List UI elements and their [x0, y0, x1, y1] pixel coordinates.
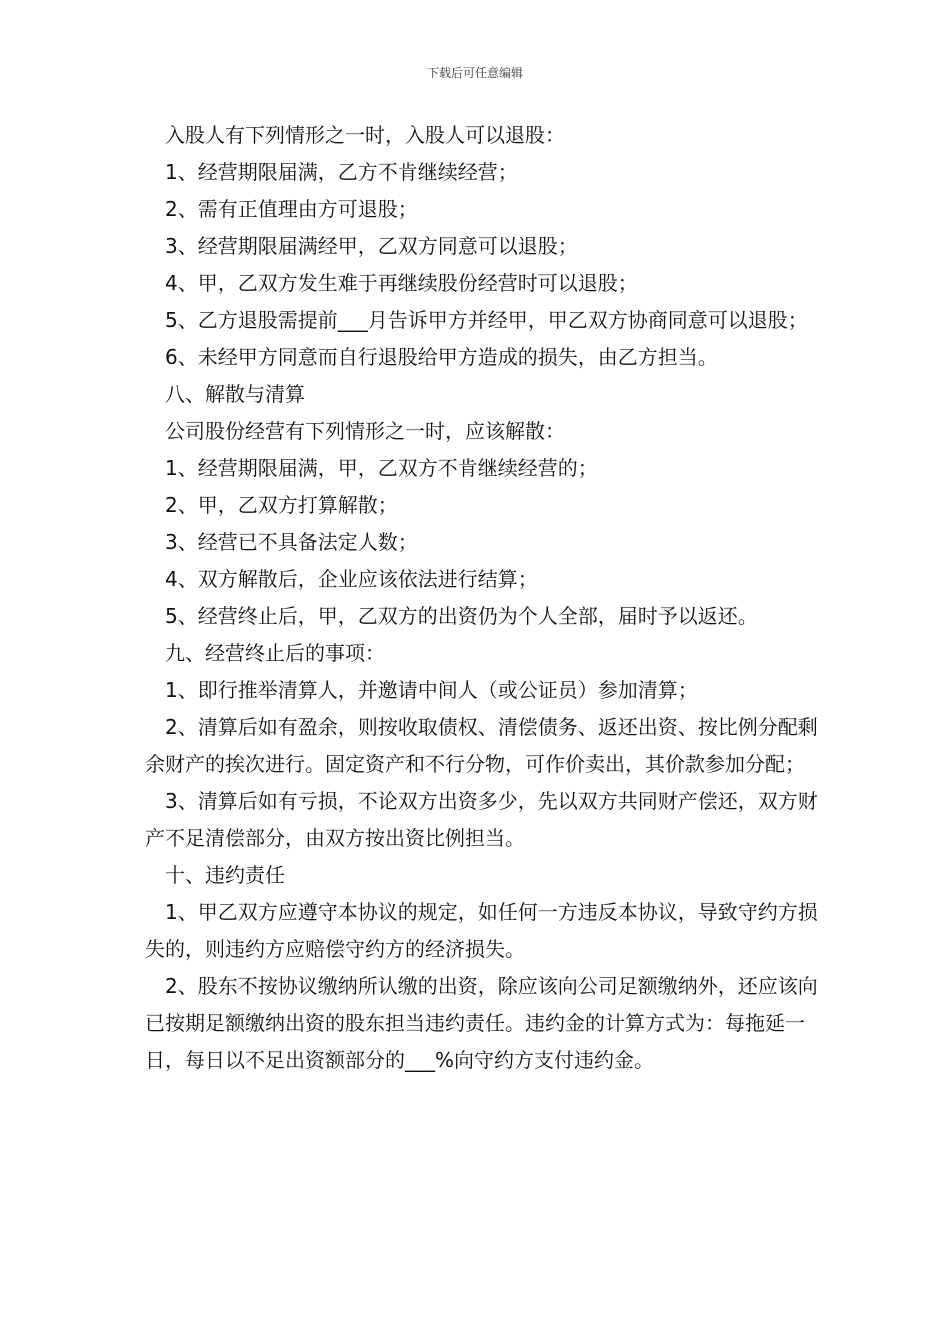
paragraph-breach-item-2: 2、股东不按协议缴纳所认缴的出资，除应该向公司足额缴纳外，还应该向已按期足额缴纳出资的股东担当违约责任。违约金的计算方式为：每拖延一日，每日以不足出资额部分的___%向守约方支付违约金。	[145, 974, 818, 1072]
paragraph-withdrawal-item-6: 6、未经甲方同意而自行退股给甲方造成的损失，由乙方担当。	[165, 345, 718, 369]
paragraph-dissolution-conditions: 公司股份经营有下列情形之一时，应该解散：	[165, 419, 565, 443]
section-heading-dissolution: 八、解散与清算	[165, 382, 305, 406]
paragraph-breach-item-1: 1、甲乙双方应遵守本协议的规定，如任何一方违反本协议，导致守约方损失的，则违约方应赔偿守约方的经济损失。	[145, 900, 818, 961]
paragraph-dissolution-item-4: 4、双方解散后，企业应该依法进行结算；	[165, 567, 538, 591]
paragraph-post-termination-item-3: 3、清算后如有亏损，不论双方出资多少，先以双方共同财产偿还，双方财产不足清偿部分，由双方按出资比例担当。	[145, 789, 818, 850]
paragraph-post-termination-item-2: 2、清算后如有盈余，则按收取债权、清偿债务、返还出资、按比例分配剩余财产的挨次进行。固定资产和不行分物，可作价卖出，其价款参加分配；	[145, 715, 818, 776]
paragraph-dissolution-item-2: 2、甲，乙双方打算解散；	[165, 493, 398, 517]
document-body	[145, 117, 821, 1079]
paragraph-withdrawal-item-4: 4、甲，乙双方发生难于再继续股份经营时可以退股；	[165, 271, 638, 295]
paragraph-withdrawal-item-3: 3、经营期限届满经甲，乙双方同意可以退股；	[165, 234, 578, 258]
paragraph-post-termination-item-1: 1、即行推举清算人，并邀请中间人（或公证员）参加清算；	[165, 678, 698, 702]
paragraph-dissolution-item-1: 1、经营期限届满，甲，乙双方不肯继续经营的；	[165, 456, 598, 480]
section-heading-post-termination: 九、经营终止后的事项：	[165, 641, 385, 665]
paragraph-withdrawal-item-2: 2、需有正值理由方可退股；	[165, 197, 418, 221]
paragraph-withdrawal-conditions: 入股人有下列情形之一时，入股人可以退股：	[165, 123, 565, 147]
section-heading-breach-liability: 十、违约责任	[165, 863, 285, 887]
paragraph-withdrawal-item-5: 5、乙方退股需提前___月告诉甲方并经甲，甲乙双方协商同意可以退股；	[165, 308, 808, 332]
paragraph-dissolution-item-5: 5、经营终止后，甲，乙双方的出资仍为个人全部，届时予以返还。	[165, 604, 758, 628]
paragraph-dissolution-item-3: 3、经营已不具备法定人数；	[165, 530, 418, 554]
paragraph-withdrawal-item-1: 1、经营期限届满，乙方不肯继续经营；	[165, 160, 518, 184]
page-header: 下载后可任意编辑	[426, 66, 523, 80]
